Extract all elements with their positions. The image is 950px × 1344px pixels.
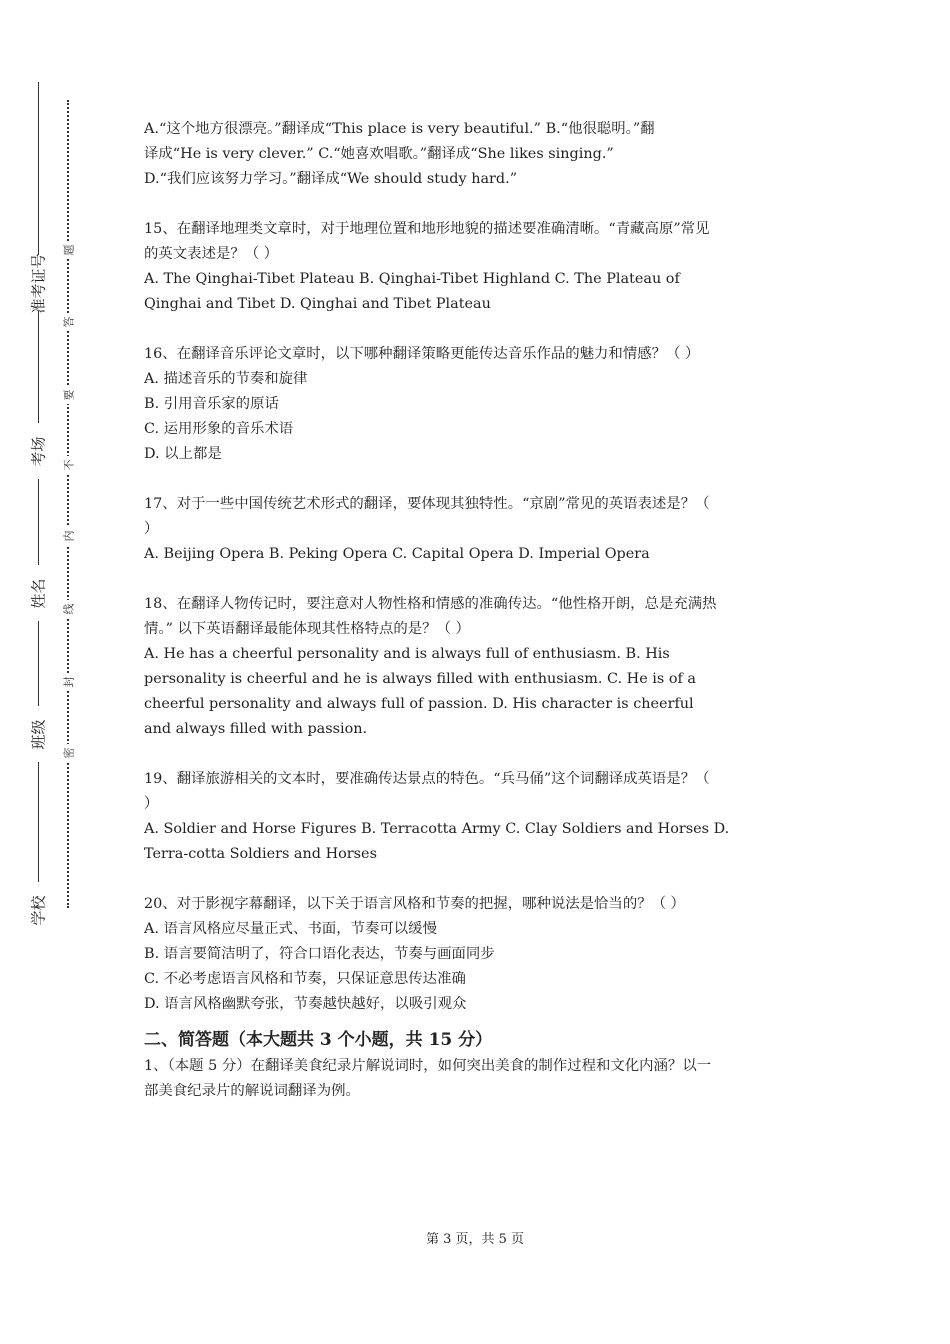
question-options: and always filled with passion. [144,721,368,737]
option-b: B. 引用音乐家的原话 [144,396,279,412]
option-a: A. 描述音乐的节奏和旋律 [144,371,308,387]
question-18 [144,592,812,742]
field-class: 班级 [22,706,54,762]
question-options: A. Soldier and Horse Figures B. Terracotta Army C. Clay Soldiers and Horses D. [144,821,730,837]
section-2-title: 二、简答题（本大题共 3 个小题，共 15 分） [144,1030,493,1050]
binding-solid-line [38,82,39,924]
option-c: C. 运用形象的音乐术语 [144,421,294,437]
question-20 [144,892,812,1017]
question-options: personality is cheerful and he is always filled with enthusiasm. C. He is of a [144,671,696,687]
question-14-options [144,117,812,192]
option-d: D. 以上都是 [144,446,222,462]
question-options: cheerful personality and always full of passion. D. His character is cheerful [144,696,694,712]
question-line: 译成“He is very clever.” C.“她喜欢唱歌。”翻译成“She likes singing.” [144,146,614,162]
seal-char: 线 [58,600,78,618]
option-a: A. 语言风格应尽量正式、书面，节奏可以缓慢 [144,921,437,937]
question-stem: 19、翻译旅游相关的文本时，要准确传达景点的特色。“兵马俑”这个词翻译成英语是？（ [144,771,710,787]
question-stem: 16、在翻译音乐评论文章时，以下哪种翻译策略更能传达音乐作品的魅力和情感？（ ） [144,346,700,362]
option-b: B. 语言要简洁明了，符合口语化表达，节奏与画面同步 [144,946,495,962]
question-stem: 17、对于一些中国传统艺术形式的翻译，要体现其独特性。“京剧”常见的英语表述是？（ [144,496,710,512]
seal-char: 不 [58,456,78,474]
seal-char: 密 [58,744,78,762]
seal-char: 封 [58,673,78,691]
question-stem: 20、对于影视字幕翻译，以下关于语言风格和节奏的把握，哪种说法是恰当的？（ ） [144,896,685,912]
question-17 [144,492,812,567]
question-line: D.“我们应该努力学习。”翻译成“We should study hard.” [144,171,518,187]
question-options: Terra-cotta Soldiers and Horses [144,846,377,862]
seal-dotted-line [67,100,69,908]
question-stem: ） [144,521,159,537]
question-stem: 1、（本题 5 分）在翻译美食纪录片解说词时，如何突出美食的制作过程和文化内涵？以一 [144,1058,712,1074]
question-options: A. He has a cheerful personality and is always full of enthusiasm. B. His [144,646,670,662]
question-stem: ） [144,796,159,812]
question-options: Qinghai and Tibet D. Qinghai and Tibet Plateau [144,296,491,312]
question-stem: 18、在翻译人物传记时，要注意对人物性格和情感的准确传达。“他性格开朗，总是充满热 [144,596,717,612]
question-options: A. Beijing Opera B. Peking Opera C. Capital Opera D. Imperial Opera [144,546,650,562]
question-19 [144,767,812,867]
question-stem: 情。” 以下英语翻译最能体现其性格特点的是？（ ） [144,621,470,637]
question-line: A.“这个地方很漂亮。”翻译成“This place is very beautiful.” B.“他很聪明。”翻 [144,121,655,137]
seal-char: 题 [58,241,78,259]
question-16 [144,342,812,467]
option-c: C. 不必考虑语言风格和节奏，只保证意思传达准确 [144,971,466,987]
field-school: 学校 [22,882,54,938]
short-answer-question-1 [144,1054,812,1104]
binding-margin [0,0,100,1344]
page-footer: 第 3 页，共 5 页 [425,1232,525,1247]
option-d: D. 语言风格幽默夸张，节奏越快越好，以吸引观众 [144,996,467,1012]
seal-char: 内 [58,527,78,545]
field-student-name: 姓名 [22,565,54,621]
question-15 [144,217,812,317]
seal-char: 答 [58,313,78,331]
question-stem: 的英文表述是？（ ） [144,246,279,262]
exam-content [144,117,812,1104]
field-exam-room: 考场 [22,423,54,479]
field-admission-number: 准考证号 [22,255,54,311]
seal-char: 要 [58,386,78,404]
question-stem: 部美食纪录片的解说词翻译为例。 [144,1083,360,1099]
question-stem: 15、在翻译地理类文章时，对于地理位置和地形地貌的描述要准确清晰。“青藏高原”常见 [144,221,710,237]
question-options: A. The Qinghai-Tibet Plateau B. Qinghai-Tibet Highland C. The Plateau of [144,271,680,287]
